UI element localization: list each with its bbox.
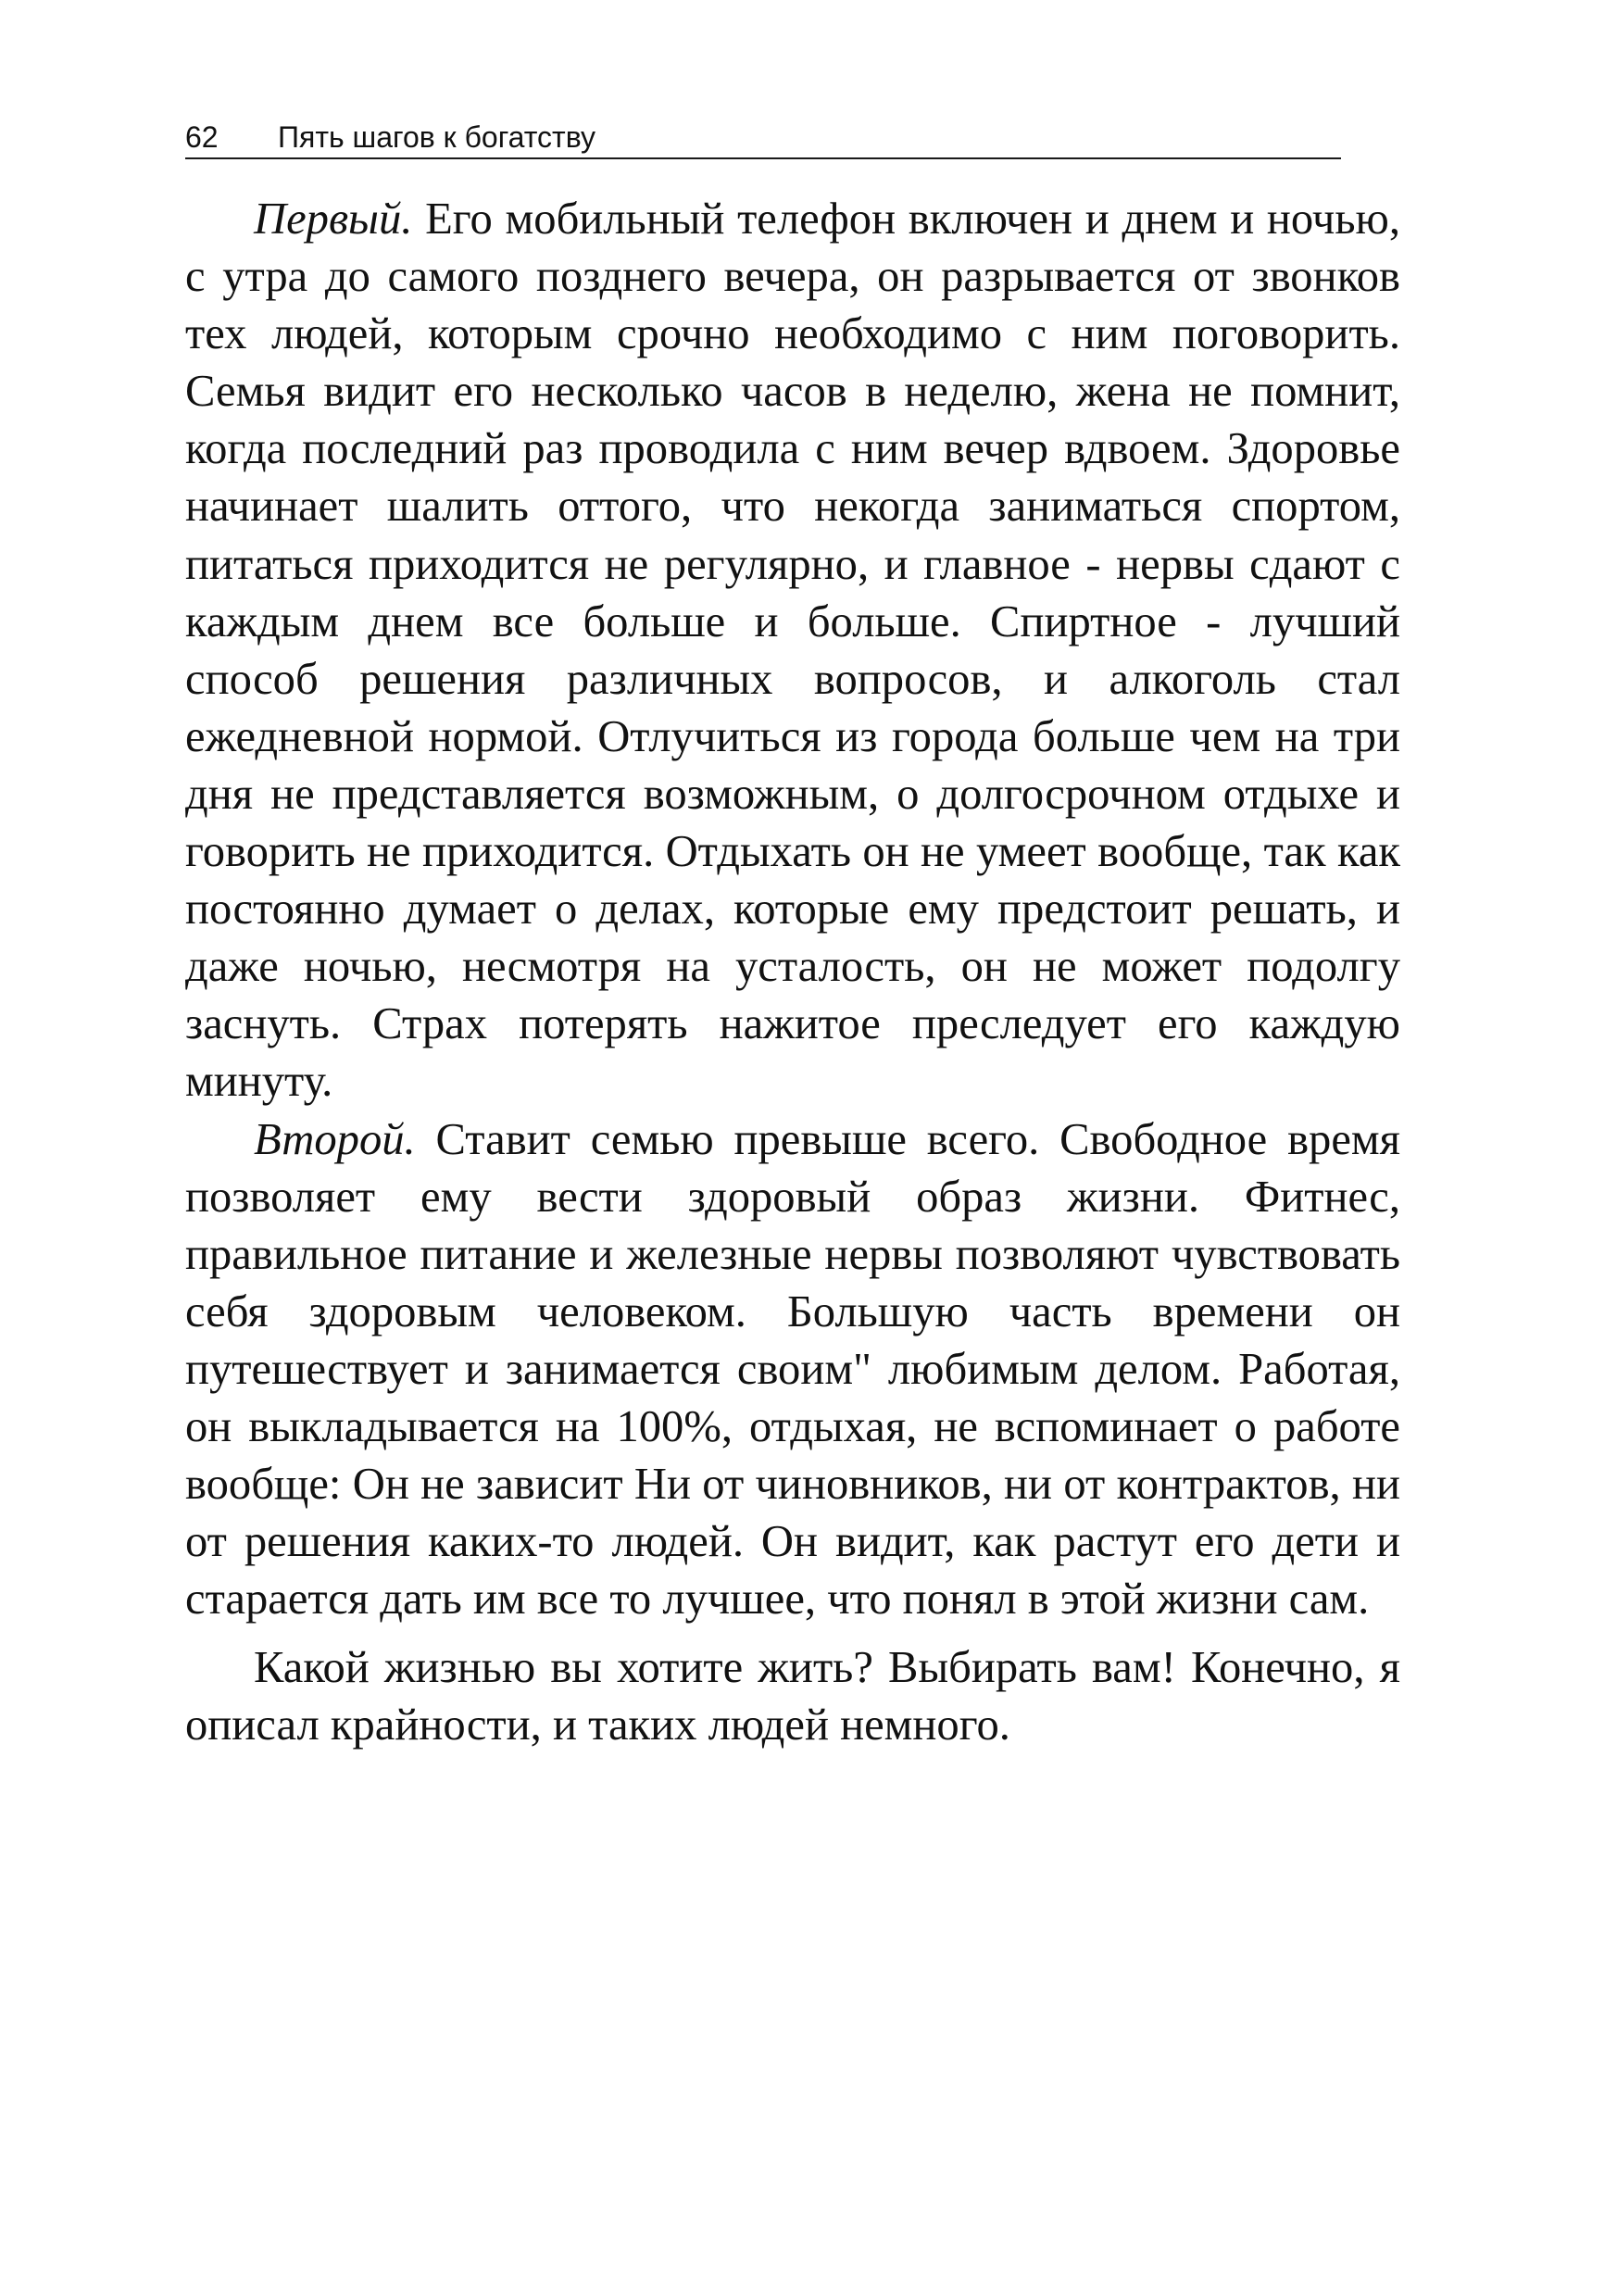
running-header [185, 117, 1341, 159]
paragraph-first [185, 190, 1400, 1110]
book-title: Пять шагов к богатству [278, 120, 595, 154]
body-text [185, 190, 1400, 1754]
paragraph-text: Его мобильный телефон включен и днем и ночью, с утра до самого позднего вечера, он разрывается от звонков тех людей, которым срочно необходимо с ним поговорить. Семья видит его несколько часов в неделю, жена не помнит, когда последний раз проводила с ним вечер вдвоем. Здоровье начинает шалить оттого, что некогда заниматься спортом, питаться приходится не регулярно, и главное - нервы сдают с каждым днем все больше и больше. Спиртное - лучший способ решения различных вопросов, и алкоголь стал ежедневной нормой. Отлучиться из города больше чем на три дня не представляется возможным, о долгосрочном отдыхе и говорить не приходится. Отдыхать он не умеет вообще, так как постоянно думает о делах, которые ему предстоит решать, и даже ночью, несмотря на усталость, он не может подолгу заснуть. Страх потерять нажитое преследует его каждую минуту. [185, 194, 1400, 1107]
paragraph-lead-word: Первый. [254, 194, 413, 244]
paragraph-conclusion [185, 1638, 1400, 1753]
paragraph-second [185, 1110, 1400, 1628]
page-number: 62 [185, 120, 219, 154]
paragraph-lead-word: Второй. [254, 1113, 416, 1164]
paragraph-text: Ставит семью превыше всего. Свободное время позволяет ему вести здоровый образ жизни. Фитнес, правильное питание и железные нервы позволяют чувствовать себя здоровым человеком. Большую часть времени он путешествует и занимается своим" любимым делом. Работая, он выкладывается на 100%, отдыхая, не вспоминает о работе вообще: Он не зависит Ни от чиновников, ни от контрактов, ни от решения каких-то людей. Он видит, как растут его дети и старается дать им все то лучшее, что понял в этой жизни сам. [185, 1113, 1400, 1625]
paragraph-text: Какой жизнью вы хотите жить? Выбирать вам! Конечно, я описал крайности, и таких людей немного. [185, 1642, 1400, 1750]
